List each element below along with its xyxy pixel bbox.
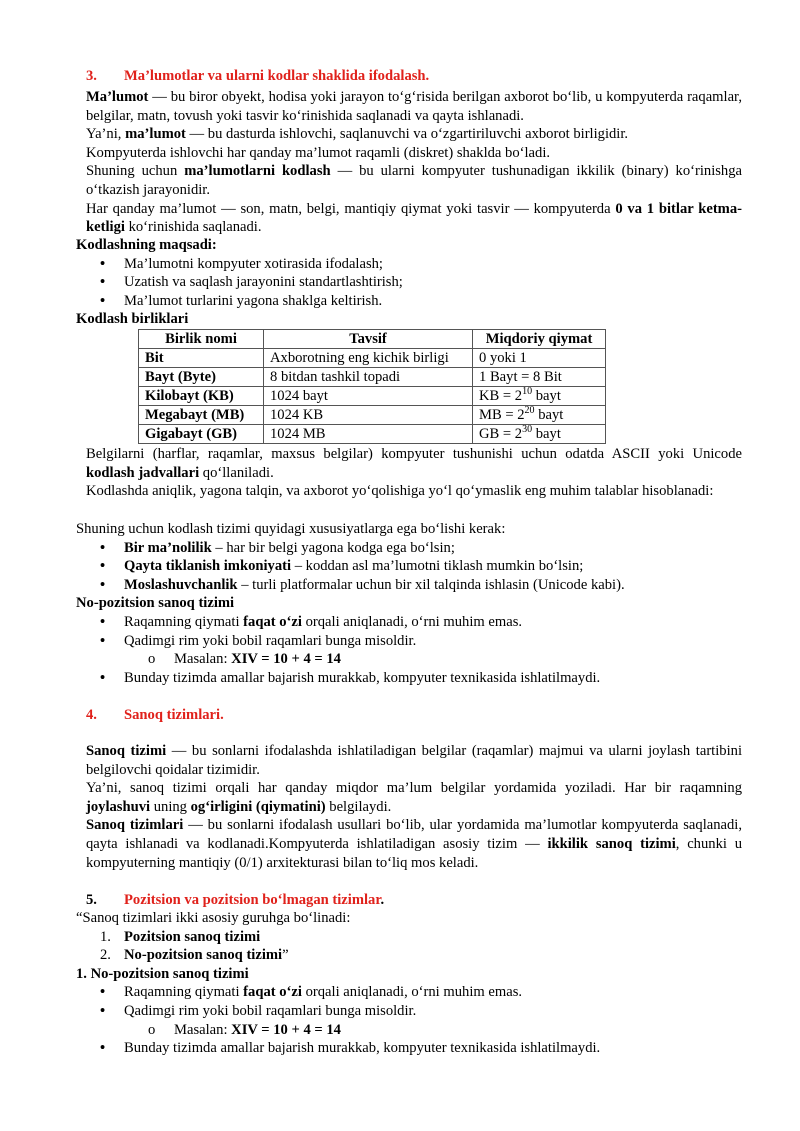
term: faqat o‘zi bbox=[243, 613, 302, 630]
term: joylashuvi bbox=[86, 798, 151, 815]
unit-desc: 8 bitdan tashkil topadi bbox=[264, 368, 473, 387]
column-header: Birlik nomi bbox=[139, 330, 264, 349]
term: ma’lumot bbox=[125, 126, 186, 143]
after-table-body bbox=[86, 445, 742, 501]
example-formula: XIV = 10 + 4 = 14 bbox=[231, 651, 341, 668]
term: Moslashuvchanlik bbox=[124, 576, 238, 593]
properties-list bbox=[76, 539, 742, 595]
text: — bu dasturda ishlovchi, saqlanuvchi va o‘zgartiriluvchi axborot birligidir. bbox=[185, 126, 629, 143]
list-item: • Bunday tizimda amallar bajarish murakkab, kompyuter texnikasida ishlatilmaydi. bbox=[76, 669, 742, 688]
value-exponent: 10 bbox=[522, 386, 533, 398]
list-item bbox=[76, 613, 742, 632]
list-item: • Uzatish va saqlash jarayonini standartlashtirish; bbox=[76, 273, 742, 292]
purpose-title: Kodlashning maqsadi: bbox=[76, 237, 217, 253]
paragraph: Shuning uchun kodlash tizimi quyidagi xususiyatlarga ega bo‘lishi kerak: bbox=[76, 521, 506, 537]
unit-value: 0 yoki 1 bbox=[473, 349, 606, 368]
text: uning bbox=[150, 798, 191, 815]
term: kodlash jadvallari bbox=[86, 464, 200, 481]
term: Ma’lumot bbox=[86, 89, 149, 105]
text: – turli platformalar uchun bir xil talqinda ishlasin (Unicode kabi). bbox=[237, 576, 625, 593]
text: Masalan: bbox=[174, 651, 232, 668]
value-exponent: 20 bbox=[524, 405, 535, 417]
paragraph bbox=[86, 162, 742, 199]
section-4-body bbox=[86, 742, 742, 872]
table-row bbox=[139, 368, 606, 387]
section-3-heading bbox=[86, 67, 429, 86]
text: Masalan: bbox=[174, 1021, 232, 1038]
list-item: • Bunday tizimda amallar bajarish murakkab, kompyuter texnikasida ishlatilmaydi. bbox=[76, 1039, 742, 1058]
section-5-title: Pozitsion va pozitsion bo‘lmagan tizimlar bbox=[124, 892, 381, 908]
column-header: Tavsif bbox=[264, 330, 473, 349]
text: Raqamning qiymati bbox=[124, 613, 244, 630]
section-5-title-dot: . bbox=[380, 892, 385, 908]
list-item: • Qadimgi rim yoki bobil raqamlari bunga misoldir. bbox=[76, 1002, 742, 1021]
term: faqat o‘zi bbox=[243, 984, 302, 1001]
unit-desc: 1024 MB bbox=[264, 425, 473, 444]
nonpos-list-2 bbox=[76, 983, 742, 1020]
unit-name: Kilobayt (KB) bbox=[139, 387, 264, 406]
text: Shuning uchun bbox=[86, 163, 185, 180]
list-number: 2. bbox=[100, 947, 111, 964]
list-item bbox=[76, 650, 742, 669]
value-base: MB = 2 bbox=[479, 407, 525, 423]
paragraph bbox=[86, 125, 742, 144]
list-item bbox=[76, 576, 742, 595]
text: Ya’ni, bbox=[86, 126, 126, 143]
list-item bbox=[76, 557, 742, 576]
text: orqali aniqlanadi, o‘rni muhim emas. bbox=[301, 613, 523, 630]
text: , chunki u kompyuterning mantiqiy (0/1) arxitekturasi bilan to‘liq mos keladi. bbox=[86, 835, 742, 871]
properties-block bbox=[76, 520, 742, 687]
unit-desc: 1024 KB bbox=[264, 406, 473, 425]
purpose-block bbox=[76, 236, 742, 329]
units-table bbox=[138, 329, 606, 444]
value-unit: bayt bbox=[532, 426, 561, 442]
purpose-list bbox=[76, 255, 742, 311]
table-row bbox=[139, 425, 606, 444]
list-item: • Ma’lumotni kompyuter xotirasida ifodalash; bbox=[76, 255, 742, 274]
paragraph bbox=[86, 200, 742, 237]
text: – har bir belgi yagona kodga ega bo‘lsin; bbox=[211, 539, 455, 556]
paragraph: Kodlashda aniqlik, yagona talqin, va axborot yo‘qolishiga yo‘l qo‘ymaslik eng muhim talablar hisoblanadi: bbox=[86, 483, 714, 500]
list-item bbox=[76, 946, 742, 965]
list-item: • Ma’lumot turlarini yagona shaklga keltirish. bbox=[76, 292, 742, 311]
unit-desc: Axborotning eng kichik birligi bbox=[264, 349, 473, 368]
unit-name: Gigabayt (GB) bbox=[139, 425, 264, 444]
term: ma’lumotlarni kodlash bbox=[184, 163, 331, 180]
section-3-body bbox=[86, 88, 742, 237]
paragraph bbox=[86, 445, 742, 482]
units-title: Kodlash birliklari bbox=[76, 311, 189, 328]
text: — bu ularni kompyuter tushunadigan ikkilik (binary) ko‘rinishga o‘tkazish jarayonidir. bbox=[86, 163, 743, 198]
term: Pozitsion sanoq tizimi bbox=[124, 928, 261, 945]
section-5-number: 5. bbox=[86, 892, 97, 908]
text: qo‘llaniladi. bbox=[199, 464, 274, 481]
term: Sanoq tizimi bbox=[86, 743, 167, 759]
list-number: 1. bbox=[100, 928, 111, 945]
unit-desc: 1024 bayt bbox=[264, 387, 473, 406]
term: Bir ma’nolilik bbox=[124, 539, 212, 556]
nonpos-title-2: 1. No-pozitsion sanoq tizimi bbox=[76, 965, 249, 982]
text: ” bbox=[282, 947, 289, 964]
term: og‘irligini (qiymatini) bbox=[190, 798, 326, 815]
term: Qayta tiklanish imkoniyati bbox=[124, 558, 292, 575]
example-list-2 bbox=[76, 1021, 742, 1040]
unit-value bbox=[473, 387, 606, 406]
section-4-title: Sanoq tizimlari. bbox=[124, 707, 224, 723]
table-row bbox=[139, 349, 606, 368]
term: 0 va 1 bitlar ketma-ketligi bbox=[86, 200, 742, 236]
value-unit: bayt bbox=[532, 388, 561, 404]
table-row bbox=[139, 406, 606, 425]
value-base: KB = 2 bbox=[479, 388, 523, 404]
section-3-title: Ma’lumotlar va ularni kodlar shaklida ifodalash. bbox=[124, 68, 430, 84]
term: Sanoq tizimlari bbox=[86, 817, 184, 834]
unit-name: Bit bbox=[139, 349, 264, 368]
term: ikkilik sanoq tizimi bbox=[547, 835, 676, 852]
unit-name: Bayt (Byte) bbox=[139, 368, 264, 387]
nonpos-list-2-cont bbox=[76, 1039, 742, 1058]
unit-value bbox=[473, 425, 606, 444]
paragraph bbox=[86, 742, 742, 779]
paragraph bbox=[86, 779, 742, 816]
table-row bbox=[139, 387, 606, 406]
text: Belgilarni (harflar, raqamlar, maxsus belgilar) kompyuter tushunishi uchun odatda ASCII yoki Unicode bbox=[86, 446, 742, 462]
example-formula: XIV = 10 + 4 = 14 bbox=[231, 1021, 341, 1038]
list-item bbox=[76, 1021, 742, 1040]
example-list bbox=[76, 650, 742, 669]
text: Raqamning qiymati bbox=[124, 984, 244, 1001]
section-4-number: 4. bbox=[86, 707, 97, 723]
text: orqali aniqlanadi, o‘rni muhim emas. bbox=[301, 984, 523, 1001]
unit-value: 1 Bayt = 8 Bit bbox=[473, 368, 606, 387]
list-item bbox=[76, 983, 742, 1002]
text: — bu biror obyekt, hodisa yoki jarayon to‘g‘risida berilgan axborot bo‘lib, u kompyuterda raqamlar, belgilar, matn, tovush yoki tasvir ko‘rinishida saqlanadi va qayta ishlanadi. bbox=[86, 89, 742, 124]
text: — bu sonlarni ifodalash usullari bo‘lib, ular yordamida ma’lumotlar kompyuterda saqlanadi, qayta ishlanadi va kodlanadi.Kompyuterda ishlatiladigan asosiy tizim — bbox=[86, 817, 742, 852]
list-item bbox=[76, 928, 742, 947]
text: ko‘rinishida saqlanadi. bbox=[124, 219, 262, 236]
section-4-heading bbox=[86, 706, 224, 725]
paragraph bbox=[86, 816, 742, 872]
text: Ya’ni, sanoq tizimi orqali har qanday miqdor ma’lum belgilar yordamida yoziladi. Har bir raqamning bbox=[86, 780, 742, 797]
nonpos-list bbox=[76, 613, 742, 650]
list-item bbox=[76, 539, 742, 558]
text: belgilaydi. bbox=[325, 798, 392, 815]
unit-value bbox=[473, 406, 606, 425]
nonpos-list-cont bbox=[76, 669, 742, 688]
text: — bu sonlarni ifodalashda ishlatiladigan belgilar (raqamlar) majmui va ularni joylash tartibini belgilovchi qoidalar tizimidir. bbox=[86, 743, 742, 778]
value-unit: bayt bbox=[534, 407, 564, 423]
list-item: • Qadimgi rim yoki bobil raqamlari bunga misoldir. bbox=[76, 632, 742, 651]
section-3-number: 3. bbox=[86, 68, 97, 84]
table-header-row bbox=[139, 330, 606, 349]
paragraph: Kompyuterda ishlovchi har qanday ma’lumot raqamli (diskret) shaklda bo‘ladi. bbox=[86, 144, 551, 161]
nonpos-title: No-pozitsion sanoq tizimi bbox=[76, 595, 235, 612]
value-exponent: 30 bbox=[522, 424, 533, 436]
value-base: GB = 2 bbox=[479, 426, 523, 442]
section-5-heading bbox=[86, 891, 384, 910]
term: No-pozitsion sanoq tizimi bbox=[124, 947, 283, 964]
text: – koddan asl ma’lumotni tiklash mumkin bo‘lsin; bbox=[291, 558, 584, 575]
unit-name: Megabayt (MB) bbox=[139, 406, 264, 425]
column-header: Miqdoriy qiymat bbox=[473, 330, 606, 349]
paragraph: “Sanoq tizimlari ikki asosiy guruhga bo‘linadi: bbox=[76, 910, 351, 926]
paragraph bbox=[86, 88, 742, 125]
numbered-list bbox=[76, 928, 742, 965]
section-5-body bbox=[76, 909, 742, 1058]
text: Har qanday ma’lumot — son, matn, belgi, mantiqiy qiymat yoki tasvir — kompyuterda bbox=[86, 200, 616, 217]
